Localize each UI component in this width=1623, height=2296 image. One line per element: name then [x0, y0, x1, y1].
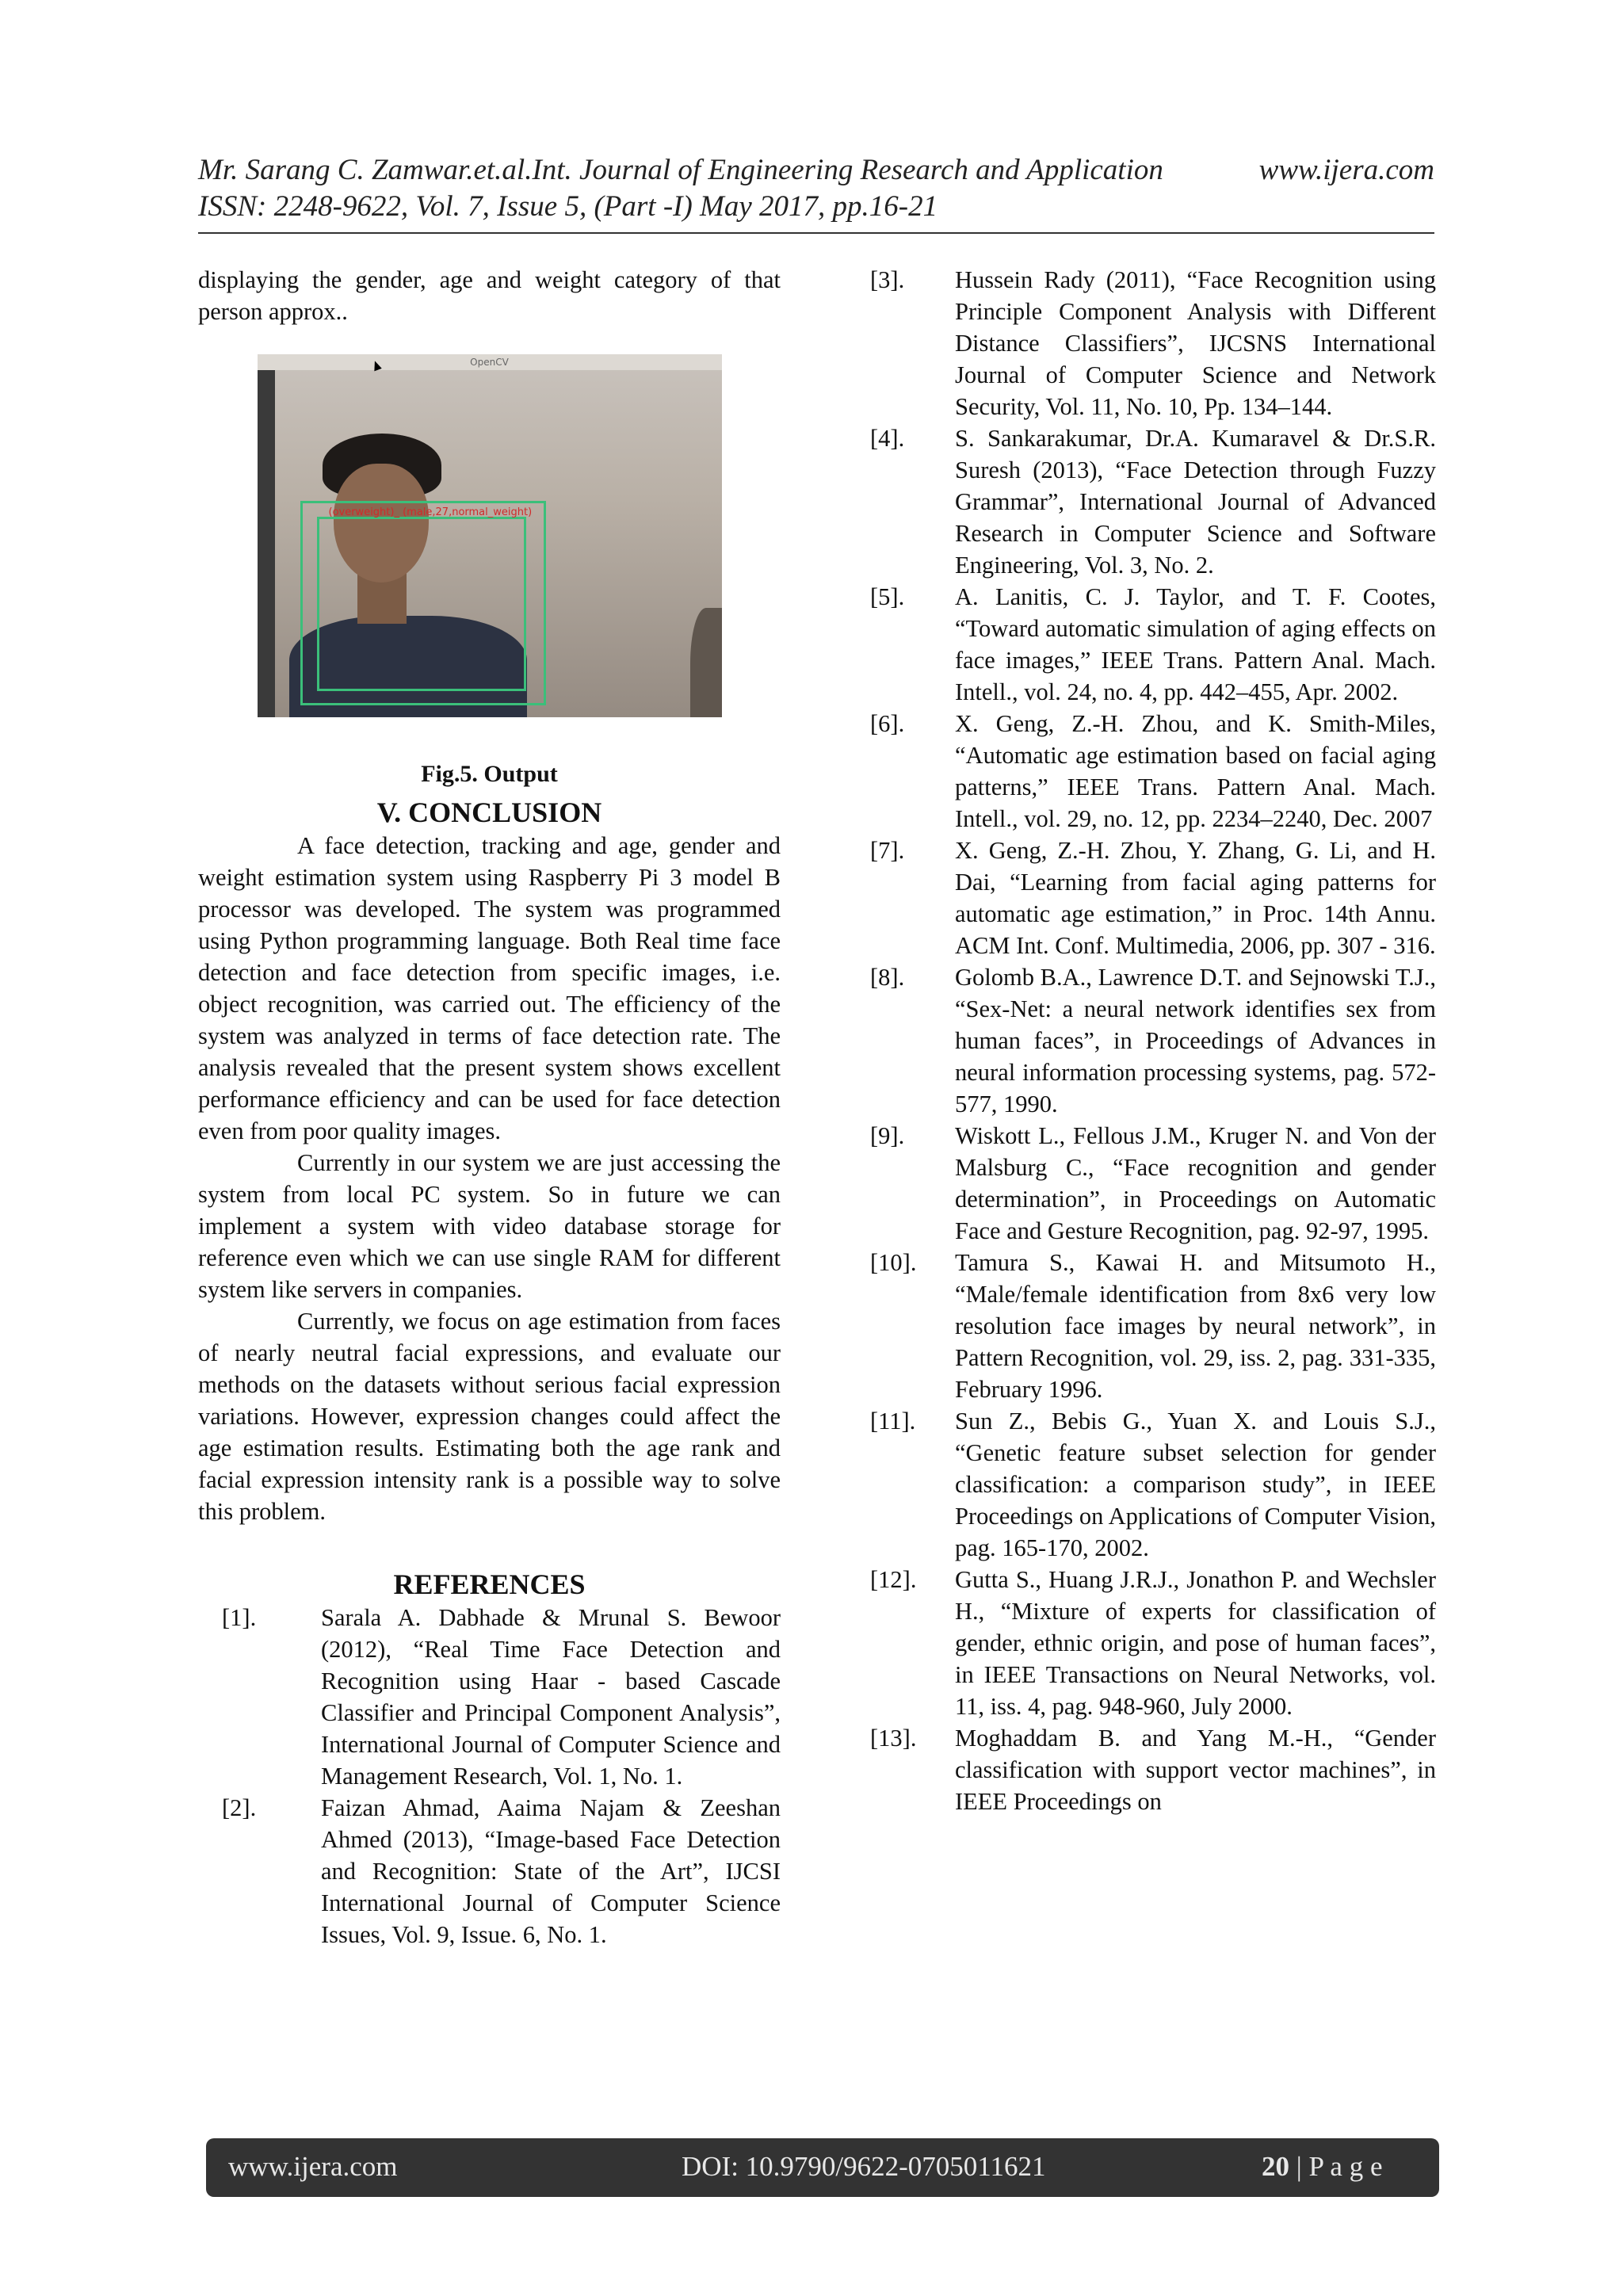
conclusion-paragraph-2: Currently in our system we are just accessing the system from local PC system. So in future we can implement a system with video database storage for reference even which we can use single RAM for different system like servers in companies. — [198, 1149, 781, 1303]
page-number: 20 — [1262, 2151, 1289, 2182]
conclusion-paragraph-3: Currently, we focus on age estimation from faces of nearly neutral facial expressions, and evaluate our methods on the datasets without serious facial expression variations. However, expression changes could affect the age estimation results. Estimating both the age rank and facial expression intensity rank is a possible way to solve this problem. — [198, 1308, 781, 1525]
reference-text: S. Sankarakumar, Dr.A. Kumaravel & Dr.S.R. Suresh (2013), “Face Detection through Fuzzy Grammar”, International Journal of Advanced Research in Computer Science and Software Engineering, Vol. 3, No. 2. — [955, 425, 1436, 579]
reference-number: [12]. — [870, 1566, 917, 1593]
journal-website[interactable]: www.ijera.com — [1258, 154, 1434, 186]
page-label: | P a g e — [1289, 2151, 1383, 2182]
running-header — [198, 152, 1434, 225]
page-footer — [206, 2138, 1439, 2197]
conclusion-paragraph-1: A face detection, tracking and age, gender and weight estimation system using Raspberry Pi 3 model B processor was developed. The system was programmed using Python programming language. Both Real time face detection and face detection from specific images, i.e. object recognition, was carried out. The efficiency of the system was analyzed in terms of face detection rate. The analysis revealed that the present system shows excellent performance efficiency and can be used for face detection even from poor quality images. — [198, 832, 781, 1144]
header-divider — [198, 232, 1434, 234]
output-figure-image — [258, 354, 722, 717]
reference-text: Sarala A. Dabhade & Mrunal S. Bewoor (2012), “Real Time Face Detection and Recognition using Haar - based Cascade Classifier and Principal Component Analysis”, International Journal of Computer Science and Management Research, Vol. 1, No. 1. — [321, 1604, 781, 1790]
reference-item — [870, 264, 1436, 422]
detection-label: (overweight)_ (male,27,normal_weight) — [328, 506, 533, 518]
footer-doi: DOI: 10.9790/9622-0705011621 — [682, 2151, 1046, 2182]
reference-item — [870, 1120, 1436, 1247]
reference-number: [13]. — [870, 1725, 917, 1752]
figure-background-person — [690, 608, 722, 717]
reference-number: [11]. — [870, 1408, 916, 1435]
reference-item — [198, 1792, 781, 1950]
reference-item — [870, 422, 1436, 581]
reference-text: Gutta S., Huang J.R.J., Jonathon P. and Wechsler H., “Mixture of experts for classification of gender, ethnic origin, and pose of human faces”, in IEEE Transactions on Neural Networks, vol. 11, iss. 4, pag. 948-960, July 2000. — [955, 1566, 1436, 1720]
reference-text: Golomb B.A., Lawrence D.T. and Sejnowski T.J., “Sex-Net: a neural network identifies sex from human faces”, in Proceedings of Advances in neural information processing systems, pag. 572-577, 1990. — [955, 964, 1436, 1117]
reference-item — [870, 961, 1436, 1120]
reference-item — [870, 1564, 1436, 1722]
detection-box-inner — [317, 517, 526, 691]
reference-number: [4]. — [870, 425, 905, 452]
reference-number: [1]. — [222, 1604, 257, 1631]
reference-number: [6]. — [870, 710, 905, 737]
reference-item — [870, 1722, 1436, 1817]
reference-number: [10]. — [870, 1249, 917, 1276]
reference-text: X. Geng, Z.-H. Zhou, and K. Smith-Miles, “Automatic age estimation based on facial aging patterns,” IEEE Trans. Pattern Anal. Mach. Intell., vol. 29, no. 12, pp. 2234–2240, Dec. 2007 — [955, 710, 1436, 832]
figure-caption: Fig.5. Output — [421, 761, 558, 787]
reference-text: Faizan Ahmad, Aaima Najam & Zeeshan Ahmed (2013), “Image-based Face Detection and Recognition: State of the Art”, IJCSI International Journal of Computer Science Issues, Vol. 9, Issue. 6, No. 1. — [321, 1794, 781, 1948]
reference-item — [198, 1602, 781, 1792]
reference-item — [870, 1247, 1436, 1405]
reference-text: Sun Z., Bebis G., Yuan X. and Louis S.J., “Genetic feature subset selection for gender classification: a comparison study”, in IEEE Proceedings on Applications of Computer Vision, pag. 165-170, 2002. — [955, 1408, 1436, 1561]
reference-text: A. Lanitis, C. J. Taylor, and T. F. Cootes, “Toward automatic simulation of aging effects on face images,” IEEE Trans. Pattern Anal. Mach. Intell., vol. 24, no. 4, pp. 442–455, Apr. 2002. — [955, 583, 1436, 705]
reference-item — [870, 708, 1436, 835]
reference-item — [870, 581, 1436, 708]
reference-number: [2]. — [222, 1794, 257, 1821]
reference-text: Wiskott L., Fellous J.M., Kruger N. and Von der Malsburg C., “Face recognition and gender determination”, in Proceedings on Automatic Face and Gesture Recognition, pag. 92-97, 1995. — [955, 1122, 1436, 1244]
reference-text: X. Geng, Z.-H. Zhou, Y. Zhang, G. Li, and H. Dai, “Learning from facial aging patterns for automatic age estimation,” in Proc. 14th Annu. ACM Int. Conf. Multimedia, 2006, pp. 307 - 316. — [955, 837, 1436, 959]
reference-number: [9]. — [870, 1122, 905, 1149]
section-title-conclusion: V. CONCLUSION — [376, 797, 602, 828]
issn-line: ISSN: 2248-9622, Vol. 7, Issue 5, (Part -I) May 2017, pp.16-21 — [198, 190, 938, 223]
footer-page — [1262, 2151, 1383, 2183]
reference-number: [7]. — [870, 837, 905, 864]
reference-text: Moghaddam B. and Yang M.-H., “Gender classification with support vector machines”, in IEEE Proceedings on — [955, 1725, 1436, 1815]
intro-text: displaying the gender, age and weight category of that person approx.. — [198, 266, 781, 325]
references-title: REFERENCES — [393, 1568, 586, 1600]
reference-number: [8]. — [870, 964, 905, 991]
reference-item — [870, 835, 1436, 961]
reference-number: [3]. — [870, 266, 905, 293]
reference-number: [5]. — [870, 583, 905, 610]
reference-text: Tamura S., Kawai H. and Mitsumoto H., “Male/female identification from 8x6 very low resolution face images by neural network”, in Pattern Recognition, vol. 29, iss. 2, pag. 331-335, February 1996. — [955, 1249, 1436, 1403]
reference-text: Hussein Rady (2011), “Face Recognition using Principle Component Analysis with Different Distance Classifiers”, IJCSNS International Journal of Computer Science and Network Security, Vol. 11, No. 10, Pp. 134–144. — [955, 266, 1436, 420]
journal-citation: Mr. Sarang C. Zamwar.et.al.Int. Journal of Engineering Research and Application — [198, 154, 1163, 186]
left-column — [198, 264, 781, 1950]
reference-item — [870, 1405, 1436, 1564]
figure-terminal-strip — [258, 370, 275, 717]
footer-website[interactable]: www.ijera.com — [228, 2151, 398, 2182]
right-column — [870, 264, 1436, 1817]
figure-window-title: OpenCV — [258, 354, 722, 370]
